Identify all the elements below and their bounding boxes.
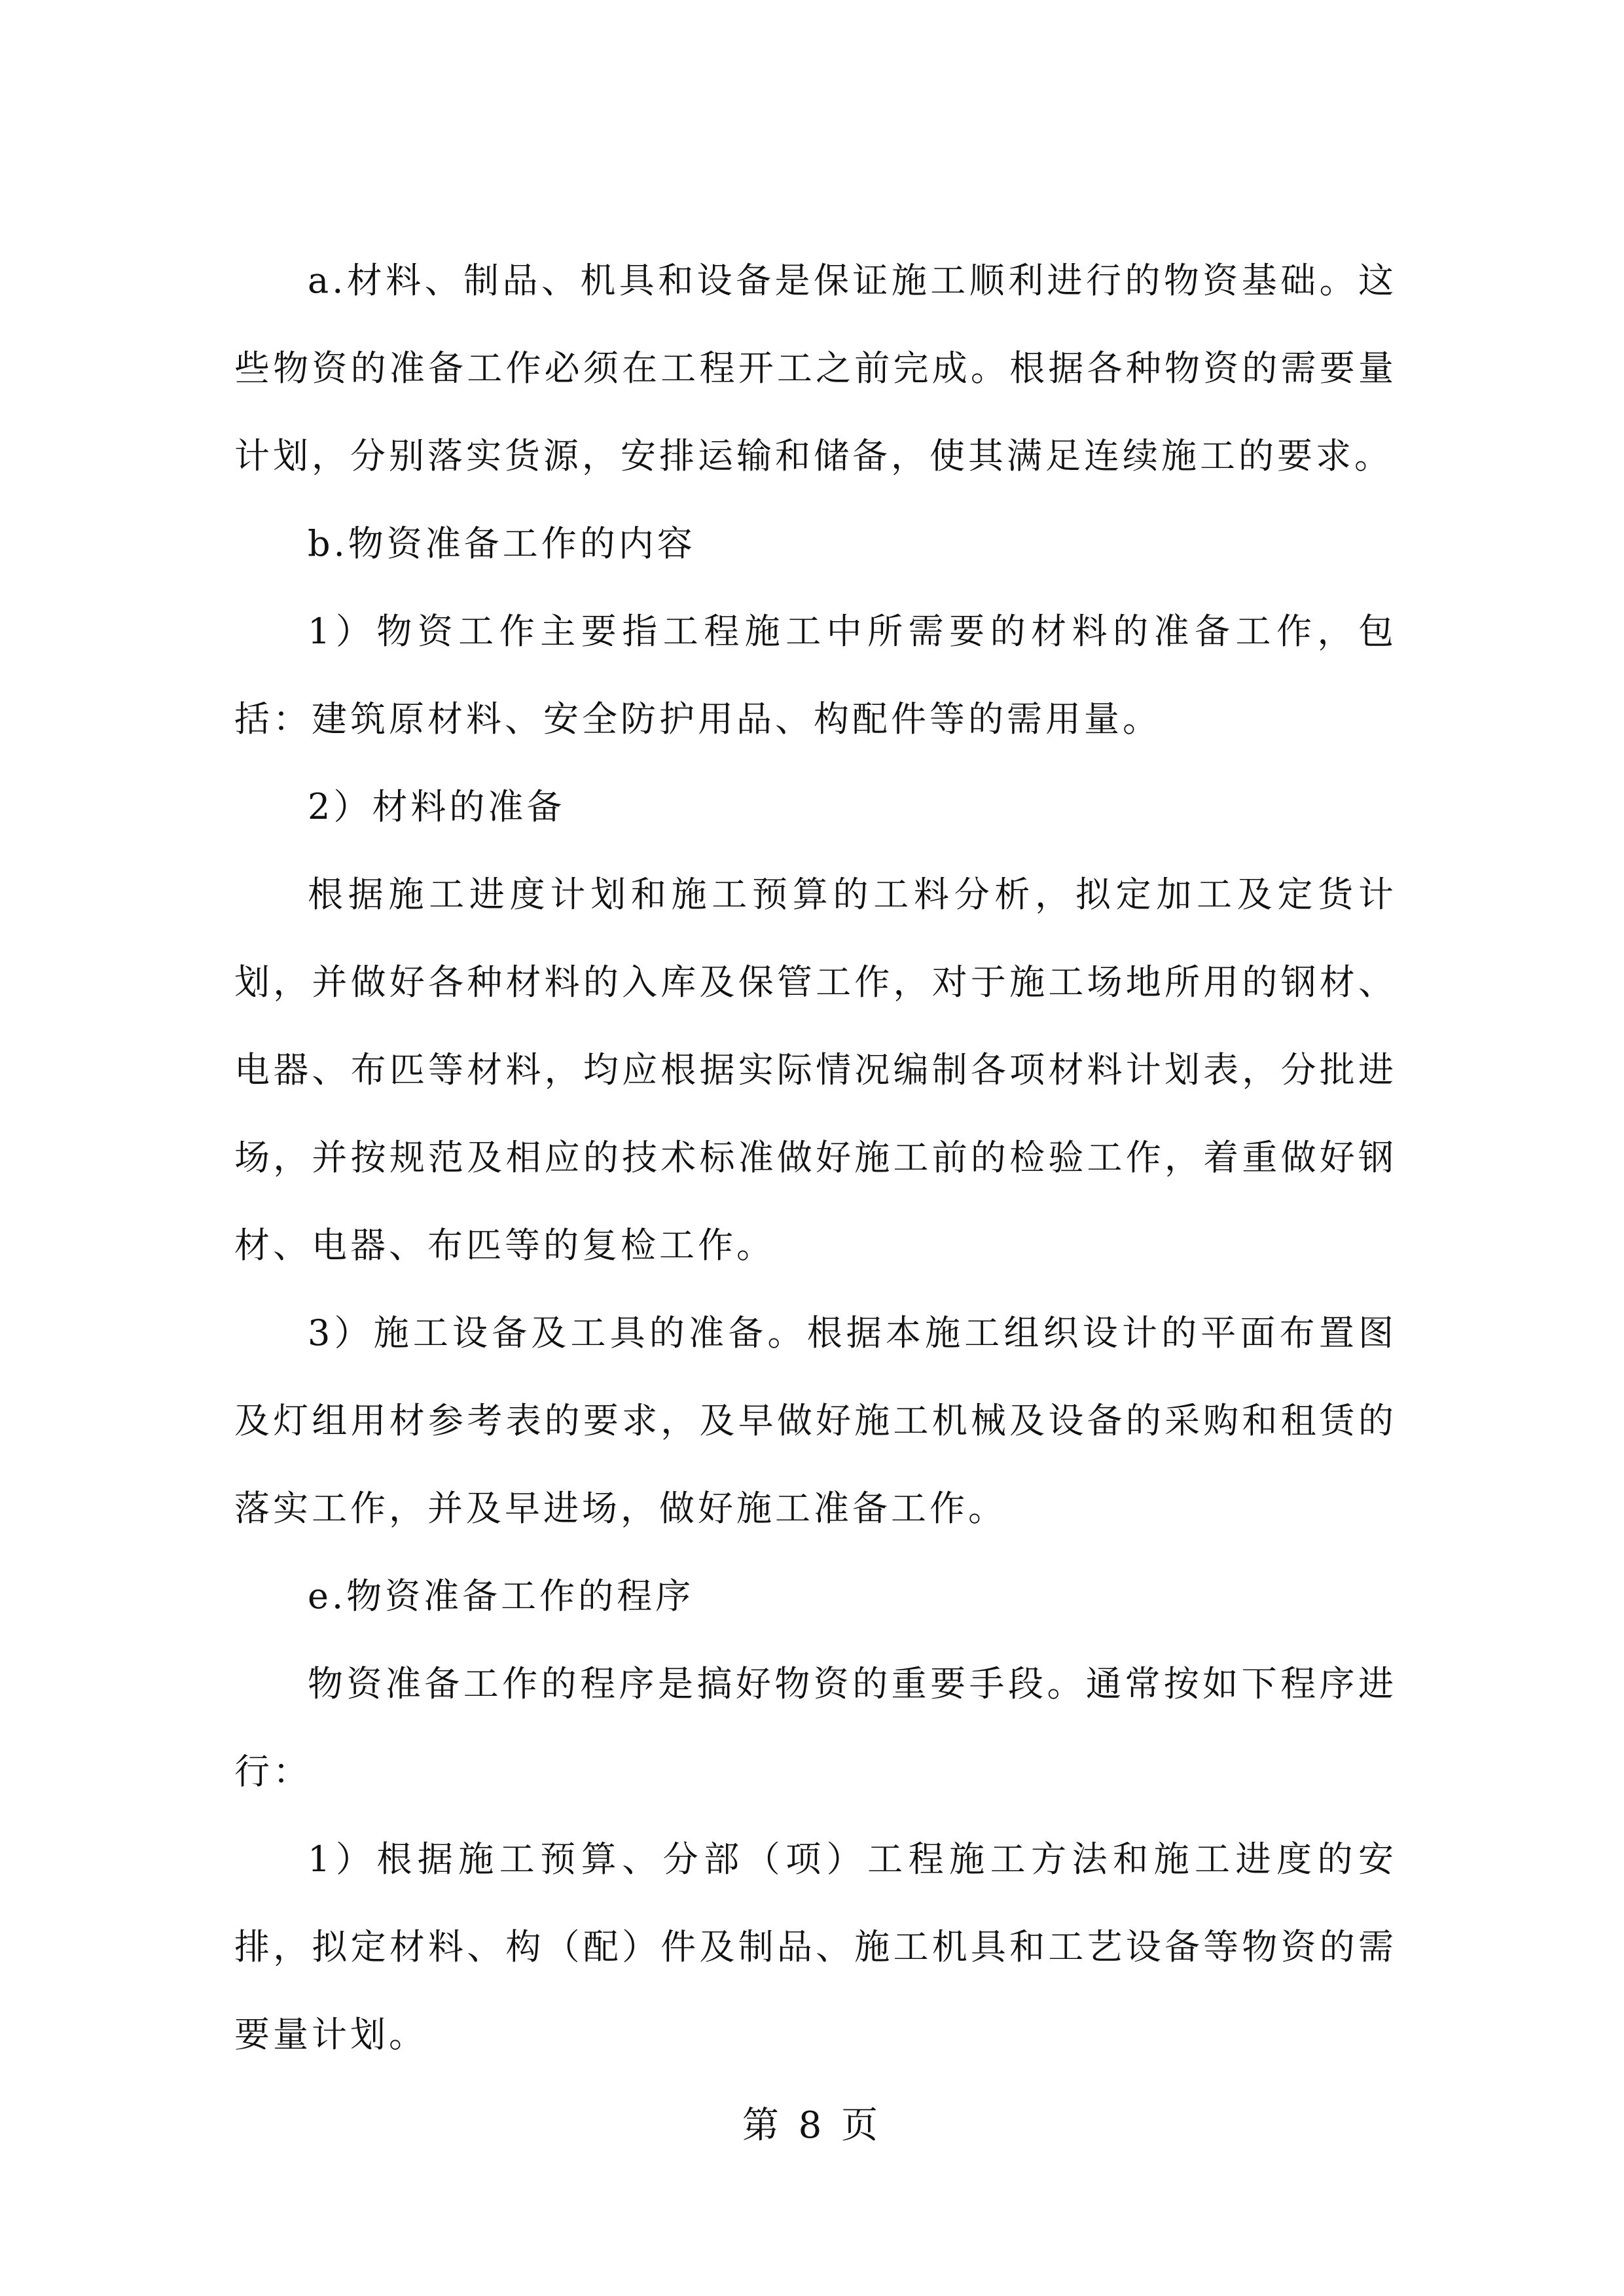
paragraph-material-work-scope: 1）物资工作主要指工程施工中所需要的材料的准备工作，包括：建筑原材料、安全防护用品、构配件等的需用量。: [234, 611, 1397, 740]
paragraph-equipment-tools: 3）施工设备及工具的准备。根据本施工组织设计的平面布置图及灯组用材参考表的要求，及早做好施工机械及设备的采购和租赁的落实工作，并及早进场，做好施工准备工作。: [234, 1312, 1397, 1529]
paragraph-procedure-step-1: 1）根据施工预算、分部（项）工程施工方法和施工进度的安排，拟定材料、构（配）件及制品、施工机具和工艺设备等物资的需要量计划。: [234, 1839, 1397, 2055]
page-number: 第 8 页: [742, 2104, 882, 2147]
paragraph-material-plan: 根据施工进度计划和施工预算的工料分析，拟定加工及定货计划，并做好各种材料的入库及保管工作，对于施工场地所用的钢材、电器、布匹等材料，均应根据实际情况编制各项材料计划表，分批进场，并按规范及相应的技术标准做好施工前的检验工作，着重做好钢材、电器、布匹等的复检工作。: [234, 874, 1397, 1266]
paragraph-materials-basis: a.材料、制品、机具和设备是保证施工顺利进行的物资基础。这些物资的准备工作必须在工程开工之前完成。根据各种物资的需要量计划，分别落实货源，安排运输和储备，使其满足连续施工的要求。: [234, 260, 1397, 476]
heading-material-preparation: 2）材料的准备: [308, 786, 566, 827]
document-body: [234, 237, 1397, 2079]
paragraph-procedure-intro: 物资准备工作的程序是搞好物资的重要手段。通常按如下程序进行：: [234, 1663, 1397, 1792]
heading-material-prep-procedure: e.物资准备工作的程序: [308, 1575, 695, 1617]
heading-material-prep-content: b.物资准备工作的内容: [308, 523, 696, 564]
